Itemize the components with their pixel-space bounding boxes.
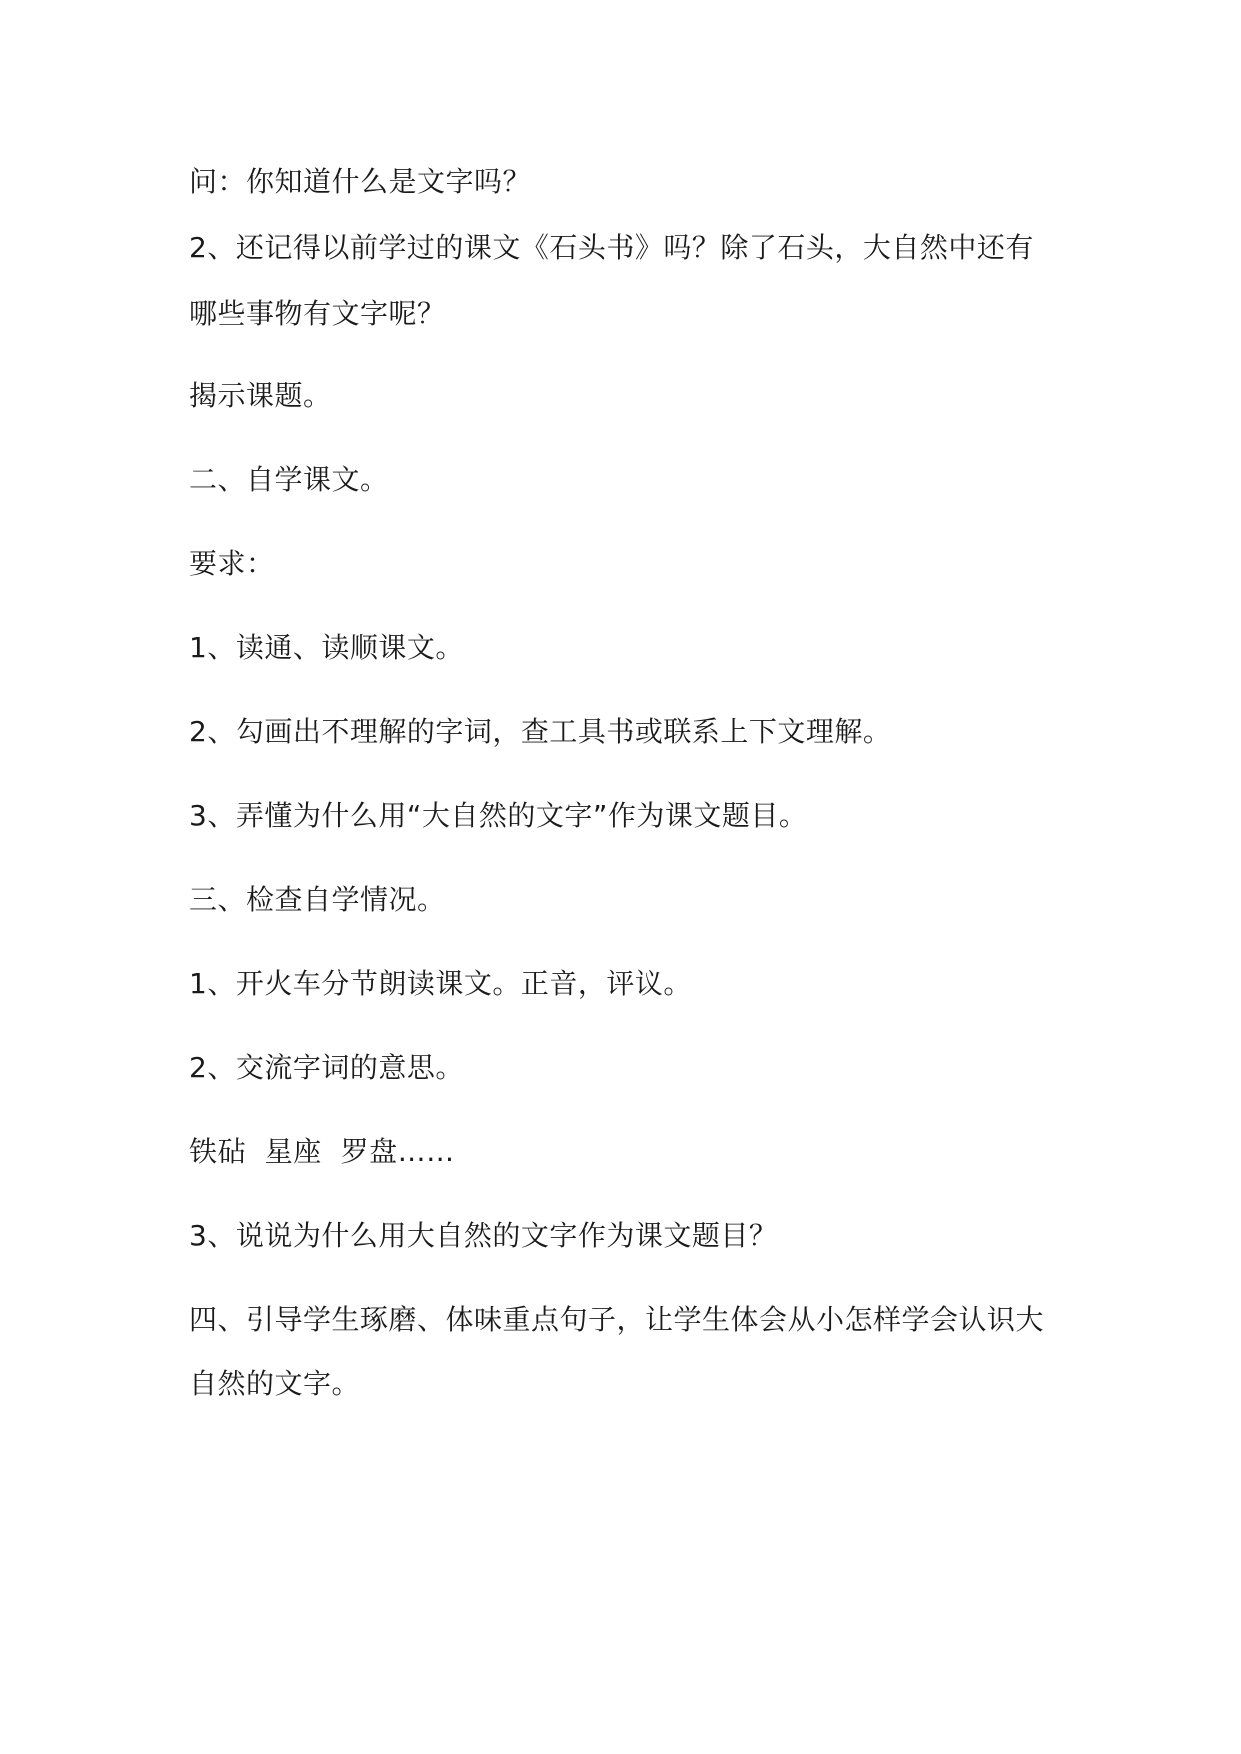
paragraph-stone-book-line2: 哪些事物有文字呢？ bbox=[189, 297, 446, 330]
paragraph-reveal-title: 揭示课题。 bbox=[189, 379, 332, 412]
list-item-explain-title: 3、说说为什么用大自然的文字作为课文题目？ bbox=[189, 1219, 778, 1252]
list-item-read-fluently: 1、读通、读顺课文。 bbox=[189, 631, 464, 664]
section-heading-self-study: 二、自学课文。 bbox=[189, 463, 389, 496]
list-item-mark-words: 2、勾画出不理解的字词，查工具书或联系上下文理解。 bbox=[189, 715, 892, 748]
section-heading-check-study: 三、检查自学情况。 bbox=[189, 883, 446, 916]
list-item-understand-title: 3、弄懂为什么用“大自然的文字”作为课文题目。 bbox=[189, 799, 808, 832]
paragraph-question: 问：你知道什么是文字吗？ bbox=[189, 165, 532, 198]
list-item-exchange-meanings: 2、交流字词的意思。 bbox=[189, 1051, 464, 1084]
section-heading-guide-line2: 自然的文字。 bbox=[189, 1367, 361, 1400]
list-item-read-aloud: 1、开火车分节朗读课文。正音，评议。 bbox=[189, 967, 692, 1000]
paragraph-requirements: 要求： bbox=[189, 547, 275, 580]
paragraph-stone-book-line1: 2、还记得以前学过的课文《石头书》吗？除了石头，大自然中还有 bbox=[189, 231, 1034, 264]
section-heading-guide-line1: 四、引导学生琢磨、体味重点句子，让学生体会从小怎样学会认识大 bbox=[189, 1303, 1045, 1336]
paragraph-vocabulary: 铁砧 星座 罗盘…… bbox=[189, 1135, 455, 1168]
